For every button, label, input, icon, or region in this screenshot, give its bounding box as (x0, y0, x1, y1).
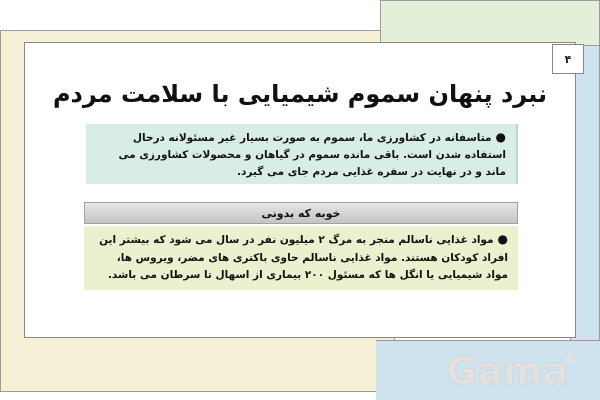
bullet-box-2 (84, 226, 518, 290)
good-to-know-header: خوبه که بدونی (84, 202, 518, 224)
bullet-box-1 (86, 124, 518, 184)
bullet-text-2: مواد غذایی ناسالم منجر به مرگ ۲ میلیون نفر در سال می شود که بیشتر این افراد کودکان هستند. مواد غذایی ناسالم حاوی باکتری های مضر، ویروس ها، مواد شیمیایی یا انگل ها که مسئول ۲۰۰ بیماری از اسهال تا سرطان می باشد. (99, 234, 508, 281)
bullet-text-1: متاسفانه در کشاورزی ما، سموم به صورت بسیار غیر مسئولانه درحال استفاده شدن است. باقی مانده سموم در گیاهان و محصولات کشاورزی می ماند و در نهایت در سفره غذایی مردم جای می گیرد. (118, 132, 506, 178)
gama-watermark-logo (438, 344, 588, 394)
page-number: ۴ (552, 44, 584, 74)
bullet-icon: ● (495, 130, 506, 144)
slide-title: نبرد پنهان سموم شیمیایی با سلامت مردم (52, 80, 548, 108)
watermark-text: Gama (446, 349, 569, 393)
bullet-icon: ● (497, 232, 508, 246)
